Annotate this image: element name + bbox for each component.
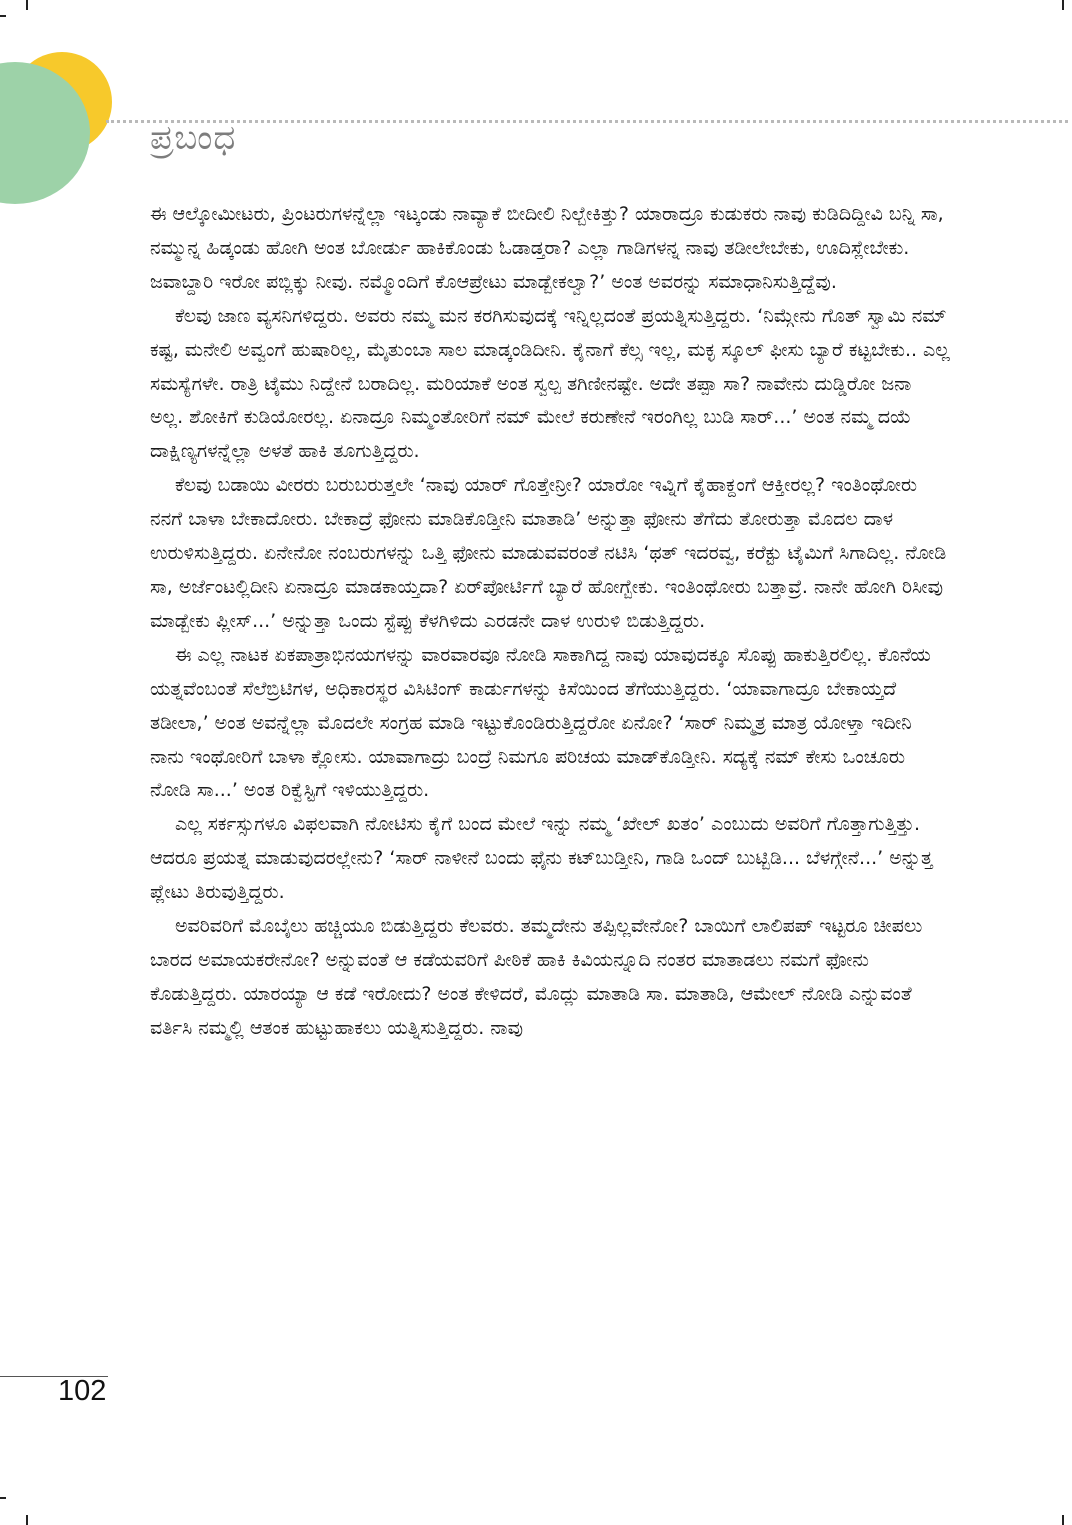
paragraph: ಕೆಲವು ಜಾಣ ವ್ಯಸನಿಗಳಿದ್ದರು. ಅವರು ನಮ್ಮ ಮನ ಕರಗಿಸುವುದಕ್ಕೆ ಇನ್ನಿಲ್ಲದಂತೆ ಪ್ರಯತ್ನಿಸುತ್ತಿದ್ದರು. ‘ನಿಮ್ಗೇನು ಗೊತ್ ಸ್ವಾಮಿ ನಮ್ ಕಷ್ಟ, ಮನೇಲಿ ಅವ್ವಂಗೆ ಹುಷಾರಿಲ್ಲ, ಮೈತುಂಬಾ ಸಾಲ ಮಾಡ್ಕಂಡಿದೀನಿ. ಕೈನಾಗೆ ಕೆಲ್ಸ ಇಲ್ಲ, ಮಕ್ಳ ಸ್ಕೂಲ್ ಫೀಸು ಬ್ಯಾರೆ ಕಟ್ಟಬೇಕು.. ಎಲ್ಲ ಸಮಸ್ಯೆಗಳೇ. ರಾತ್ರಿ ಟೈಮು ನಿದ್ದೇನೆ ಬರಾದಿಲ್ಲ. ಮರಿಯಾಕೆ ಅಂತ ಸ್ವಲ್ಪ ತಗಿಣೀನಷ್ಟೇ. ಅದೇ ತಪ್ಪಾ ಸಾ? ನಾವೇನು ದುಡ್ಡಿರೋ ಜನಾ ಅಲ್ಲ. ಶೋಕಿಗೆ ಕುಡಿಯೋರಲ್ಲ. ಏನಾದ್ರೂ ನಿಮ್ಮಂತೋರಿಗೆ ನಮ್ ಮೇಲೆ ಕರುಣೇನೆ ಇರಂಗಿಲ್ಲ ಬುಡಿ ಸಾರ್...’ ಅಂತ ನಮ್ಮ ದಯೆ ದಾಕ್ಷಿಣ್ಯಗಳನ್ನೆಲ್ಲಾ ಅಳತೆ ಹಾಕಿ ತೂಗುತ್ತಿದ್ದರು. xyxy=(150,304,950,463)
paragraph: ಎಲ್ಲ ಸರ್ಕಸ್ಸುಗಳೂ ವಿಫಲವಾಗಿ ನೋಟಿಸು ಕೈಗೆ ಬಂದ ಮೇಲೆ ಇನ್ನು ನಮ್ಮ ‘ಖೇಲ್ ಖತಂ’ ಎಂಬುದು ಅವರಿಗೆ ಗೊತ್ತಾಗುತ್ತಿತ್ತು. ಆದರೂ ಪ್ರಯತ್ನ ಮಾಡುವುದರಲ್ಲೇನು? ‘ಸಾರ್ ನಾಳೀನೆ ಬಂದು ಫೈನು ಕಟ್‌ಬುಡ್ತೀನಿ, ಗಾಡಿ ಒಂದ್ ಬುಟ್ಬಿಡಿ... ಬೆಳಗ್ಗೇನೆ...’ ಅನ್ನುತ್ತ ಪ್ಲೇಟು ತಿರುವುತ್ತಿದ್ದರು. xyxy=(150,813,933,904)
crop-mark xyxy=(1062,1515,1064,1525)
page-number: 102 xyxy=(58,1375,107,1407)
section-title: ಪ್ರಬಂಧ xyxy=(150,118,237,158)
crop-mark xyxy=(1062,0,1064,10)
paragraph: ಅವರಿವರಿಗೆ ಮೊಬೈಲು ಹಚ್ಚಿಯೂ ಬಿಡುತ್ತಿದ್ದರು ಕೆಲವರು. ತಮ್ಮದೇನು ತಪ್ಪಿಲ್ಲವೇನೋ? ಬಾಯಿಗೆ ಲಾಲಿಪಪ್ ಇಟ್ಟರೂ ಚೀಪಲು ಬಾರದ ಅಮಾಯಕರೇನೋ? ಅನ್ನುವಂತೆ ಆ ಕಡೆಯವರಿಗೆ ಪೀಠಿಕೆ ಹಾಕಿ ಕಿವಿಯನ್ನೂದಿ ನಂತರ ಮಾತಾಡಲು ನಮಗೆ ಫೋನು ಕೊಡುತ್ತಿದ್ದರು. ಯಾರಯ್ಯಾ ಆ ಕಡೆ ಇರೋದು? ಅಂತ ಕೇಳಿದರೆ, ಮೊದ್ಲು ಮಾತಾಡಿ ಸಾ. ಮಾತಾಡಿ, ಆಮೇಲ್ ನೋಡಿ ಎನ್ನುವಂತೆ ವರ್ತಿಸಿ ನಮ್ಮಲ್ಲಿ ಆತಂಕ ಹುಟ್ಟುಹಾಕಲು ಯತ್ನಿಸುತ್ತಿದ್ದರು. ನಾವು xyxy=(150,915,923,1039)
dotted-header-rule xyxy=(106,120,1068,123)
paragraph: ಈ ಆಲ್ಕೋಮೀಟರು, ಪ್ರಿಂಟರುಗಳನ್ನೆಲ್ಲಾ ಇಟ್ಕಂಡು ನಾವ್ಯಾಕೆ ಬೀದೀಲಿ ನಿಲ್ಬೇಕಿತ್ತು? ಯಾರಾದ್ರೂ ಕುಡುಕರು ನಾವು ಕುಡಿದಿದ್ದೀವಿ ಬನ್ನಿ ಸಾ, ನಮ್ಮುನ್ನ ಹಿಡ್ಕಂಡು ಹೋಗಿ ಅಂತ ಬೋರ್ಡು ಹಾಕಿಕೊಂಡು ಓಡಾಡ್ತರಾ? ಎಲ್ಲಾ ಗಾಡಿಗಳನ್ನ ನಾವು ತಡೀಲೇಬೇಕು, ಊದಿಸ್ಲೇಬೇಕು. ಜವಾಬ್ದಾರಿ ಇರೋ ಪಬ್ಲಿಕ್ಕು ನೀವು. ನಮ್ಮೊಂದಿಗೆ ಕೊಆಪ್ರೇಟು ಮಾಡ್ಬೇಕಲ್ವಾ?’ ಅಂತ ಅವರನ್ನು ಸಮಾಧಾನಿಸುತ್ತಿದ್ದೆವು. xyxy=(150,203,944,293)
crop-mark xyxy=(26,0,28,10)
paragraph: ಈ ಎಲ್ಲ ನಾಟಕ ಏಕಪಾತ್ರಾಭಿನಯಗಳನ್ನು ವಾರವಾರವೂ ನೋಡಿ ಸಾಕಾಗಿದ್ದ ನಾವು ಯಾವುದಕ್ಕೂ ಸೊಪ್ಪು ಹಾಕುತ್ತಿರಲಿಲ್ಲ. ಕೊನೆಯ ಯತ್ನವೆಂಬಂತೆ ಸೆಲೆಬ್ರಿಟಿಗಳ, ಅಧಿಕಾರಸ್ಥರ ವಿಸಿಟಿಂಗ್ ಕಾರ್ಡುಗಳನ್ನು ಕಿಸೆಯಿಂದ ತೆಗೆಯುತ್ತಿದ್ದರು. ‘ಯಾವಾಗಾದ್ರೂ ಬೇಕಾಯ್ತದೆ ತಡೀಲಾ,’ ಅಂತ ಅವನ್ನೆಲ್ಲಾ ಮೊದಲೇ ಸಂಗ್ರಹ ಮಾಡಿ ಇಟ್ಟುಕೊಂಡಿರುತ್ತಿದ್ದರೋ ಏನೋ? ‘ಸಾರ್ ನಿಮ್ಮತ್ರ ಮಾತ್ರ ಯೋಳ್ತಾ ಇದೀನಿ ನಾನು ಇಂಥೋರಿಗೆ ಬಾಳಾ ಕ್ಲೋಸು. ಯಾವಾಗಾದ್ರು ಬಂದ್ರೆ ನಿಮಗೂ ಪರಿಚಯ ಮಾಡ್‌ಕೊಡ್ತೀನಿ. ಸದ್ಯಕ್ಕೆ ನಮ್ ಕೇಸು ಒಂಚೂರು ನೋಡಿ ಸಾ...’ ಅಂತ ರಿಕ್ವೆಸ್ಟಿಗೆ ಇಳಿಯುತ್ತಿದ್ದರು. xyxy=(150,643,931,802)
crop-mark xyxy=(0,15,6,17)
crop-mark xyxy=(0,1497,6,1499)
essay-body xyxy=(150,198,950,1046)
paragraph: ಕೆಲವು ಬಡಾಯಿ ವೀರರು ಬರುಬರುತ್ತಲೇ ‘ನಾವು ಯಾರ್ ಗೊತ್ತೇನ್ರೀ? ಯಾರೋ ಇವ್ನಿಗೆ ಕೈಹಾಕ್ದಂಗೆ ಆಕ್ತೀರಲ್ಲ? ಇಂತಿಂಥೋರು ನನಗೆ ಬಾಳಾ ಬೇಕಾದೋರು. ಬೇಕಾದ್ರೆ ಫೋನು ಮಾಡಿಕೊಡ್ತೀನಿ ಮಾತಾಡಿ’ ಅನ್ನುತ್ತಾ ಫೋನು ತೆಗೆದು ತೋರುತ್ತಾ ಮೊದಲ ದಾಳ ಉರುಳಿಸುತ್ತಿದ್ದರು. ಏನೇನೋ ನಂಬರುಗಳನ್ನು ಒತ್ತಿ ಫೋನು ಮಾಡುವವರಂತೆ ನಟಿಸಿ ‘ಥತ್ ಇದರವ್ವ, ಕರೆಕ್ಟು ಟೈಮಿಗೆ ಸಿಗಾದಿಲ್ಲ. ನೋಡಿ ಸಾ, ಅರ್ಜೆಂಟಲ್ಲಿದೀನಿ ಏನಾದ್ರೂ ಮಾಡಕಾಯ್ತದಾ? ಏರ್‌ಪೋರ್ಟಿಗೆ ಬ್ಯಾರೆ ಹೋಗ್ಬೇಕು. ಇಂತಿಂಥೋರು ಬತ್ತಾವ್ರೆ. ನಾನೇ ಹೋಗಿ ರಿಸೀವು ಮಾಡ್ಬೇಕು ಪ್ಲೀಸ್...’ ಅನ್ನುತ್ತಾ ಒಂದು ಸ್ಟೆಪ್ಪು ಕೆಳಗಿಳಿದು ಎರಡನೇ ದಾಳ ಉರುಳಿ ಬಿಡುತ್ತಿದ್ದರು. xyxy=(150,474,947,632)
crop-mark xyxy=(26,1515,28,1525)
